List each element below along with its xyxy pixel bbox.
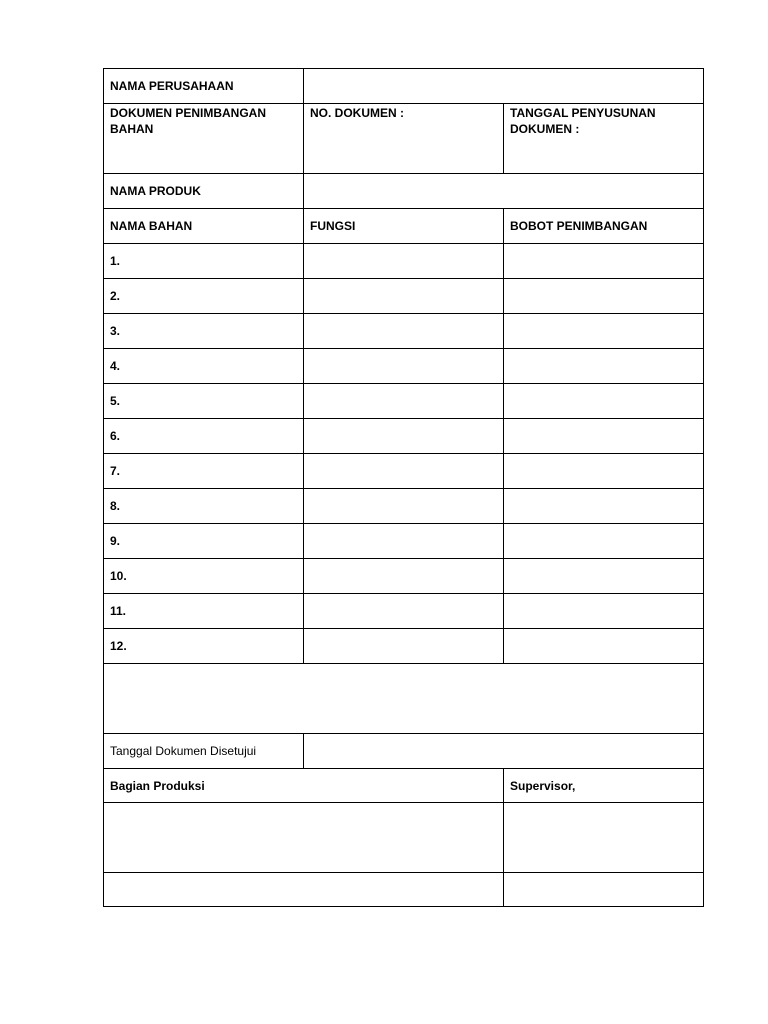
document-title: DOKUMEN PENIMBANGAN BAHAN bbox=[104, 104, 304, 174]
weight-cell[interactable] bbox=[504, 349, 704, 384]
weight-cell[interactable] bbox=[504, 489, 704, 524]
table-row bbox=[104, 559, 704, 594]
column-header-material: NAMA BAHAN bbox=[104, 209, 304, 244]
table-row bbox=[104, 419, 704, 454]
preparation-date-label[interactable]: TANGGAL PENYUSUNAN DOKUMEN : bbox=[504, 104, 704, 174]
function-cell[interactable] bbox=[304, 349, 504, 384]
company-row bbox=[104, 69, 704, 104]
notes-field[interactable] bbox=[104, 664, 704, 734]
production-label: Bagian Produksi bbox=[104, 769, 504, 803]
row-number[interactable]: 8. bbox=[104, 489, 304, 524]
table-row bbox=[104, 244, 704, 279]
column-header-function: FUNGSI bbox=[304, 209, 504, 244]
row-number[interactable]: 3. bbox=[104, 314, 304, 349]
notes-row bbox=[104, 664, 704, 734]
table-row bbox=[104, 594, 704, 629]
row-number[interactable]: 5. bbox=[104, 384, 304, 419]
row-number[interactable]: 7. bbox=[104, 454, 304, 489]
table-row bbox=[104, 629, 704, 664]
row-number[interactable]: 10. bbox=[104, 559, 304, 594]
table-row bbox=[104, 279, 704, 314]
table-row bbox=[104, 384, 704, 419]
function-cell[interactable] bbox=[304, 629, 504, 664]
function-cell[interactable] bbox=[304, 384, 504, 419]
table-row bbox=[104, 524, 704, 559]
row-number[interactable]: 2. bbox=[104, 279, 304, 314]
approval-date-row bbox=[104, 734, 704, 769]
company-field[interactable] bbox=[304, 69, 704, 104]
weighing-form-table bbox=[103, 68, 704, 907]
row-number[interactable]: 12. bbox=[104, 629, 304, 664]
product-row bbox=[104, 174, 704, 209]
product-field[interactable] bbox=[304, 174, 704, 209]
signature-name-row bbox=[104, 873, 704, 907]
production-signature-field[interactable] bbox=[104, 803, 504, 873]
row-number[interactable]: 4. bbox=[104, 349, 304, 384]
function-cell[interactable] bbox=[304, 279, 504, 314]
weight-cell[interactable] bbox=[504, 629, 704, 664]
column-header-weight: BOBOT PENIMBANGAN bbox=[504, 209, 704, 244]
document-number-label[interactable]: NO. DOKUMEN : bbox=[304, 104, 504, 174]
weight-cell[interactable] bbox=[504, 314, 704, 349]
function-cell[interactable] bbox=[304, 244, 504, 279]
weight-cell[interactable] bbox=[504, 244, 704, 279]
function-cell[interactable] bbox=[304, 594, 504, 629]
function-cell[interactable] bbox=[304, 524, 504, 559]
signature-header-row bbox=[104, 769, 704, 803]
row-number[interactable]: 6. bbox=[104, 419, 304, 454]
row-number[interactable]: 11. bbox=[104, 594, 304, 629]
approval-date-field[interactable] bbox=[304, 734, 704, 769]
table-row bbox=[104, 454, 704, 489]
production-name-field[interactable] bbox=[104, 873, 504, 907]
table-row bbox=[104, 489, 704, 524]
row-number[interactable]: 1. bbox=[104, 244, 304, 279]
weight-cell[interactable] bbox=[504, 559, 704, 594]
weight-cell[interactable] bbox=[504, 384, 704, 419]
function-cell[interactable] bbox=[304, 559, 504, 594]
function-cell[interactable] bbox=[304, 419, 504, 454]
function-cell[interactable] bbox=[304, 489, 504, 524]
signature-row bbox=[104, 803, 704, 873]
table-row bbox=[104, 349, 704, 384]
table-row bbox=[104, 314, 704, 349]
function-cell[interactable] bbox=[304, 314, 504, 349]
company-label: NAMA PERUSAHAAN bbox=[104, 69, 304, 104]
supervisor-label: Supervisor, bbox=[504, 769, 704, 803]
document-info-row bbox=[104, 104, 704, 174]
supervisor-name-field[interactable] bbox=[504, 873, 704, 907]
product-label: NAMA PRODUK bbox=[104, 174, 304, 209]
weight-cell[interactable] bbox=[504, 524, 704, 559]
weight-cell[interactable] bbox=[504, 454, 704, 489]
supervisor-signature-field[interactable] bbox=[504, 803, 704, 873]
approval-date-label: Tanggal Dokumen Disetujui bbox=[104, 734, 304, 769]
row-number[interactable]: 9. bbox=[104, 524, 304, 559]
column-header-row bbox=[104, 209, 704, 244]
weight-cell[interactable] bbox=[504, 419, 704, 454]
weight-cell[interactable] bbox=[504, 279, 704, 314]
weight-cell[interactable] bbox=[504, 594, 704, 629]
function-cell[interactable] bbox=[304, 454, 504, 489]
